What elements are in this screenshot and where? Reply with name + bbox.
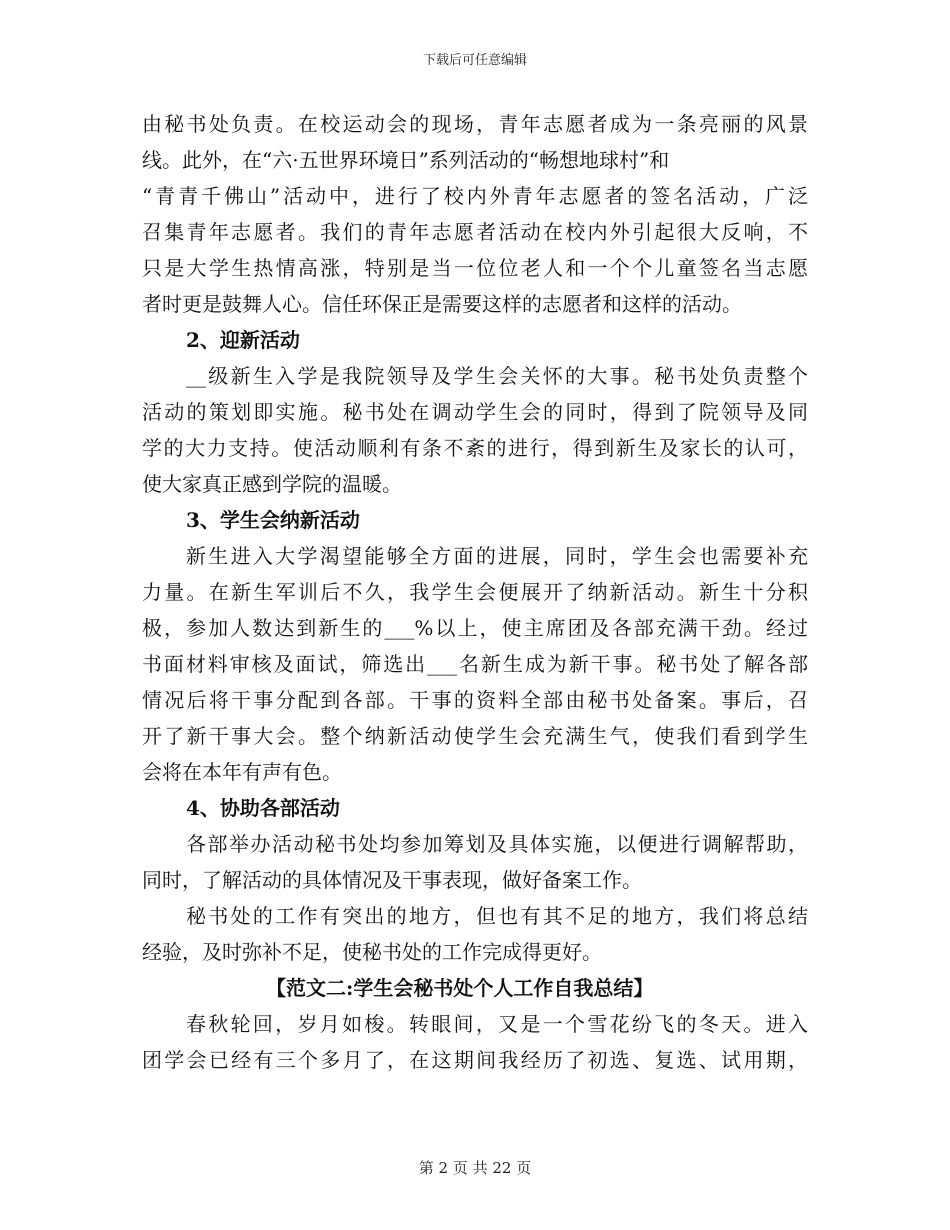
text-line: 同时，了解活动的具体情况及干事表现，做好备案工作。: [142, 868, 642, 892]
text-line: 开了新干事大会。整个纳新活动使学生会充满生气，使我们看到学生: [142, 724, 808, 748]
text-line: 各部举办活动秘书处均参加筹划及具体实施，以便进行调解帮助，: [186, 832, 808, 856]
page-footer: 第 2 页 共 22 页: [418, 1159, 532, 1177]
section-heading: 4、协助各部活动: [186, 796, 340, 820]
text-line: 召集青年志愿者。我们的青年志愿者活动在校内外引起很大反响，不: [142, 220, 808, 244]
text-line: 经验，及时弥补不足，使秘书处的工作完成得更好。: [142, 940, 602, 964]
text-line: 春秋轮回，岁月如梭。转眼间，又是一个雪花纷飞的冬天。进入: [186, 1012, 808, 1036]
page-header: 下载后可任意编辑: [422, 53, 527, 68]
text-line: __级新生入学是我院领导及学生会关怀的大事。秘书处负责整个: [186, 364, 808, 388]
text-line: 只是大学生热情高涨，特别是当一位位老人和一个个儿童签名当志愿: [142, 256, 808, 280]
text-line: 新生进入大学渴望能够全方面的进展，同时，学生会也需要补充: [186, 544, 808, 568]
document-body: [142, 106, 808, 1078]
text-line: 秘书处的工作有突出的地方，但也有其不足的地方，我们将总结: [186, 904, 808, 928]
text-line: 极，参加人数达到新生的___%以上，使主席团及各部充满干劲。经过: [142, 616, 808, 640]
text-line: 活动的策划即实施。秘书处在调动学生会的同时，得到了院领导及同: [142, 400, 808, 424]
section-heading: 2、迎新活动: [186, 328, 300, 352]
text-line: “青青千佛山”活动中，进行了校内外青年志愿者的签名活动，广泛: [142, 184, 808, 208]
text-line: 由秘书处负责。在校运动会的现场，青年志愿者成为一条亮丽的风景: [142, 112, 808, 136]
text-line: 情况后将干事分配到各部。干事的资料全部由秘书处备案。事后，召: [142, 688, 808, 712]
text-line: 力量。在新生军训后不久，我学生会便展开了纳新活动。新生十分积: [142, 580, 808, 604]
text-line: 书面材料审核及面试，筛选出___名新生成为新干事。秘书处了解各部: [142, 652, 808, 676]
text-line: 线。此外，在“六·五世界环境日”系列活动的“畅想地球村”和: [142, 148, 670, 172]
text-line: 团学会已经有三个多月了，在这期间我经历了初选、复选、试用期，: [142, 1048, 808, 1072]
section-heading: 3、学生会纳新活动: [186, 508, 360, 532]
essay-title: 【范文二:学生会秘书处个人工作自我总结】: [266, 976, 654, 1000]
text-line: 会将在本年有声有色。: [142, 760, 342, 784]
text-line: 使大家真正感到学院的温暖。: [142, 472, 402, 496]
text-line: 学的大力支持。使活动顺利有条不紊的进行，得到新生及家长的认可，: [142, 436, 808, 460]
text-line: 者时更是鼓舞人心。信任环保正是需要这样的志愿者和这样的活动。: [142, 292, 742, 316]
